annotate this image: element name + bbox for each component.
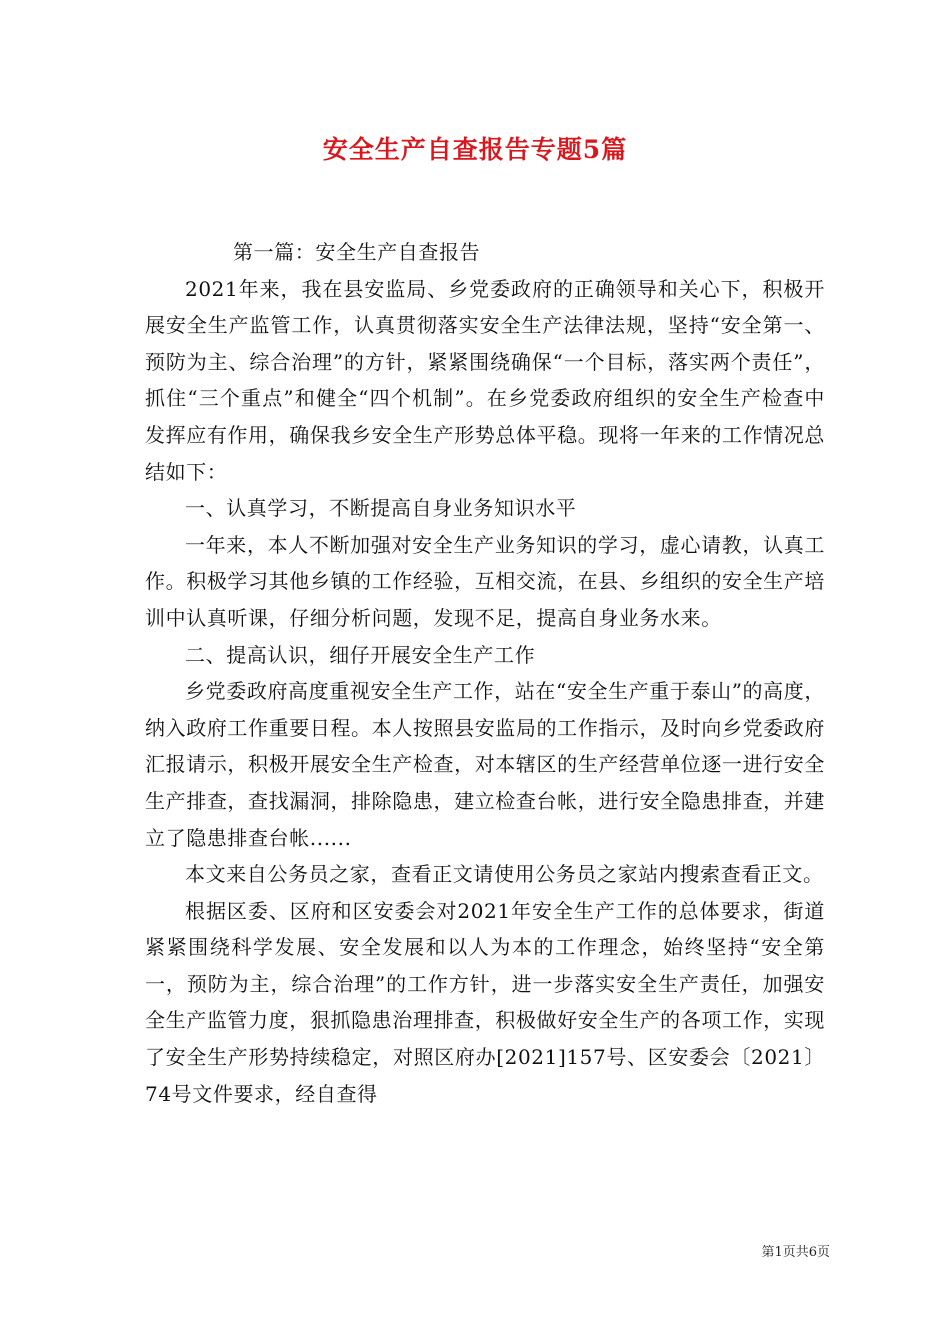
section-heading-first: 第一篇：安全生产自查报告 [233, 240, 481, 264]
paragraph-inspection: 乡党委政府高度重视安全生产工作，站在“安全生产重于泰山”的高度，纳入政府工作重要日程。本人按照县安监局的工作指示，及时向乡党委政府汇报请示，积极开展安全生产检查，对本辖区的生产经营单位逐一进行安全生产排查，查找漏洞，排除隐患，建立检查台帐，进行安全隐患排查，并建立了隐患排查台帐...... [145, 679, 825, 850]
paragraph-intro: 2021年来，我在县安监局、乡党委政府的正确领导和关心下，积极开展安全生产监管工作，认真贯彻落实安全生产法律法规，坚持“安全第一、预防为主、综合治理”的方针，紧紧围绕确保“一个目标，落实两个责任”，抓住“三个重点”和健全“四个机制”。在乡党委政府组织的安全生产检查中发挥应有作用，确保我乡安全生产形势总体平稳。现将一年来的工作情况总结如下： [145, 276, 825, 484]
section-heading-one: 一、认真学习，不断提高自身业务知识水平 [185, 496, 577, 521]
section-heading-two: 二、提高认识，细仔开展安全生产工作 [185, 642, 536, 667]
paragraph-street-report: 根据区委、区府和区安委会对2021年安全生产工作的总体要求，街道紧紧围绕科学发展、安全发展和以人为本的工作理念，始终坚持“安全第一，预防为主，综合治理”的工作方针，进一步落实安全生产责任，加强安全生产监管力度，狠抓隐患治理排查，积极做好安全生产的各项工作，实现了安全生产形势持续稳定，对照区府办[2021]157号、区安委会〔2021〕74号文件要求，经自查得 [145, 898, 825, 1106]
paragraph-study: 一年来，本人不断加强对安全生产业务知识的学习，虚心请教，认真工作。积极学习其他乡镇的工作经验，互相交流，在县、乡组织的安全生产培训中认真听课，仔细分析问题，发现不足，提高自身业务水来。 [145, 532, 825, 630]
document-body [145, 234, 825, 1112]
document-title: 安全生产自查报告专题5篇 [322, 135, 628, 164]
page-number: 第1页共6页 [761, 1245, 830, 1260]
paragraph-source-note: 本文来自公务员之家，查看正文请使用公务员之家站内搜索查看正文。 [185, 862, 824, 887]
